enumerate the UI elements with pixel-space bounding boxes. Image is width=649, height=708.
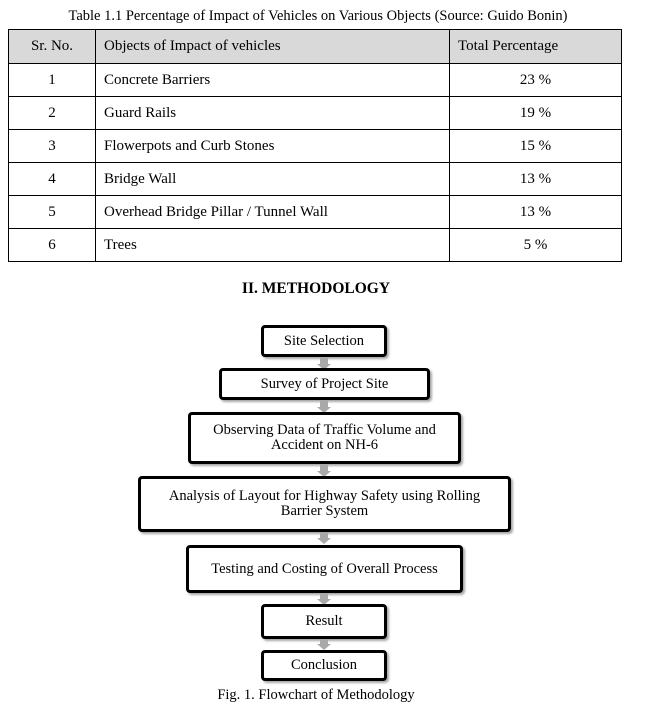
cell-percentage: 13 % <box>450 196 622 229</box>
header-objects: Objects of Impact of vehicles <box>96 30 450 64</box>
table-caption: Table 1.1 Percentage of Impact of Vehicles on Various Objects (Source: Guido Bonin) <box>68 8 568 24</box>
cell-object: Concrete Barriers <box>96 64 450 97</box>
cell-sr-no: 1 <box>9 64 96 97</box>
flow-arrow <box>320 593 328 600</box>
flow-step-site-selection: Site Selection <box>261 325 387 357</box>
flow-arrow <box>320 357 328 365</box>
cell-percentage: 15 % <box>450 130 622 163</box>
flow-arrow <box>320 464 328 472</box>
cell-percentage: 19 % <box>450 97 622 130</box>
cell-sr-no: 5 <box>9 196 96 229</box>
cell-sr-no: 3 <box>9 130 96 163</box>
flow-step-observing-data: Observing Data of Traffic Volume and Accident on NH-6 <box>188 412 461 464</box>
header-total-percentage: Total Percentage <box>450 30 622 64</box>
flow-arrow <box>320 400 328 408</box>
flow-step-survey: Survey of Project Site <box>219 368 430 400</box>
flow-step-analysis: Analysis of Layout for Highway Safety using Rolling Barrier System <box>138 476 511 532</box>
flow-arrow <box>320 639 328 645</box>
flow-arrow <box>320 532 328 539</box>
flow-step-testing-costing: Testing and Costing of Overall Process <box>186 545 463 593</box>
header-sr-no: Sr. No. <box>9 30 96 64</box>
cell-sr-no: 4 <box>9 163 96 196</box>
cell-sr-no: 6 <box>9 229 96 262</box>
figure-caption: Fig. 1. Flowchart of Methodology <box>217 687 415 703</box>
cell-percentage: 23 % <box>450 64 622 97</box>
cell-object: Flowerpots and Curb Stones <box>96 130 450 163</box>
cell-object: Bridge Wall <box>96 163 450 196</box>
cell-object: Trees <box>96 229 450 262</box>
cell-object: Overhead Bridge Pillar / Tunnel Wall <box>96 196 450 229</box>
flow-step-result: Result <box>261 604 387 639</box>
flow-step-conclusion: Conclusion <box>261 650 387 681</box>
cell-sr-no: 2 <box>9 97 96 130</box>
section-heading: II. METHODOLOGY <box>241 280 391 297</box>
cell-object: Guard Rails <box>96 97 450 130</box>
cell-percentage: 5 % <box>450 229 622 262</box>
cell-percentage: 13 % <box>450 163 622 196</box>
